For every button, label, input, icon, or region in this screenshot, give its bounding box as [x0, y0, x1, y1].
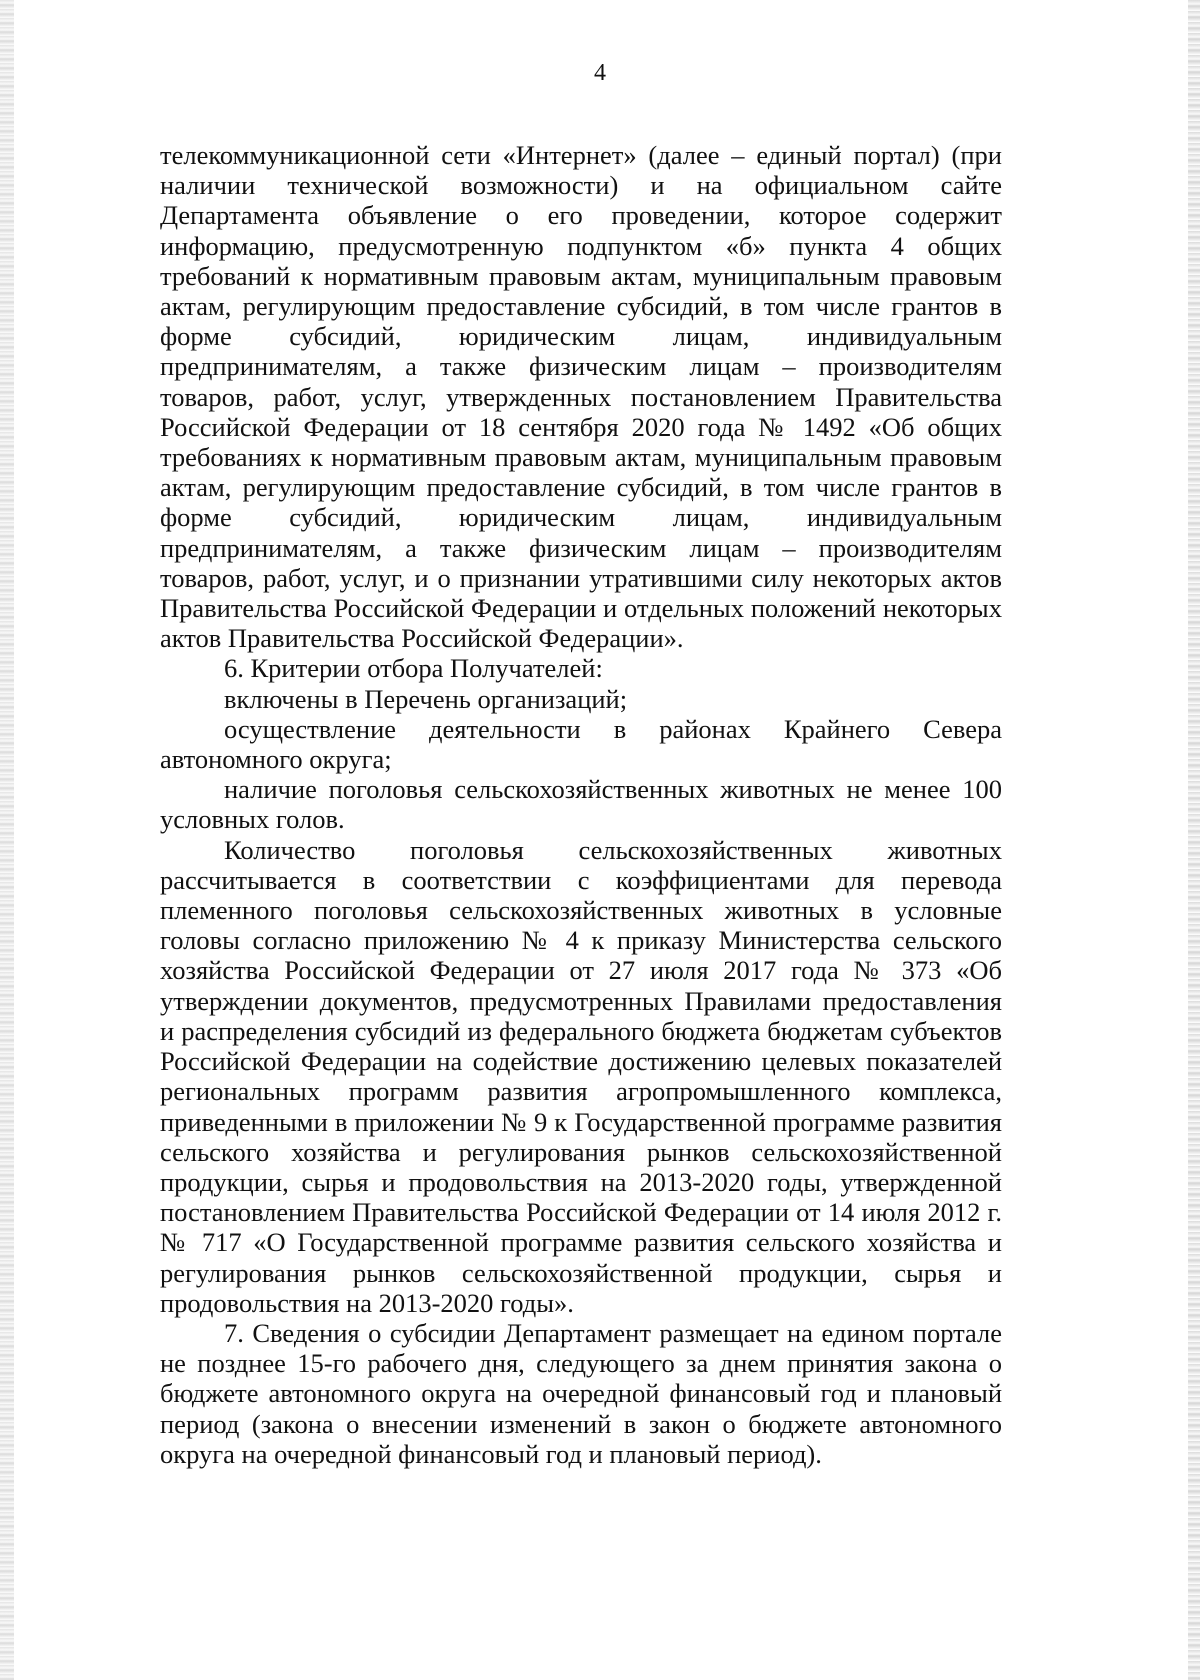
paragraph-criterion-north: осуществление деятельности в районах Крайнего Севера автономного округа;	[160, 713, 1002, 775]
paragraph-subsidy-info: 7. Сведения о субсидии Департамент размещает на едином портале не позднее 15-го рабочего дня, следующего за днем принятия закона о бюджете автономного округа на очередной финансовый год и плановый период (закона о внесении изменений в закон о бюджете автономного округа на очередной финансовый год и плановый период).	[160, 1317, 1002, 1469]
paragraph-livestock-calculation: Количество поголовья сельскохозяйственных животных рассчитывается в соответствии с коэффициентами для перевода племенного поголовья сельскохозяйственных животных в условные головы согласно приложению № 4 к приказу Министерства сельского хозяйства Российской Федерации от 27 июля 2017 года № 373 «Об утверждении документов, предусмотренных Правилами предоставления и распределения субсидий из федерального бюджета бюджетам субъектов Российской Федерации на содействие достижению целевых показателей региональных программ развития агропромышленного комплекса, приведенными в приложении № 9 к Государственной программе развития сельского хозяйства и регулирования рынков сельскохозяйственной продукции, сырья и продовольствия на 2013-2020 годы, утвержденной постановлением Правительства Российской Федерации от 14 июля 2012 г. № 717 «О Государственной программе развития сельского хозяйства и регулирования рынков сельскохозяйственной продукции, сырья и продовольствия на 2013-2020 годы».	[160, 834, 1002, 1318]
paragraph-continuation: телекоммуникационной сети «Интернет» (далее – единый портал) (при наличии технической возможности) и на официальном сайте Департамента объявление о его проведении, которое содержит информацию, предусмотренную подпунктом «б» пункта 4 общих требований к нормативным правовым актам, муниципальным правовым актам, регулирующим предоставление субсидий, в том числе грантов в форме субсидий, юридическим лицам, индивидуальным предпринимателям, а также физическим лицам – производителям товаров, работ, услуг, утвержденных постановлением Правительства Российской Федерации от 18 сентября 2020 года № 1492 «Об общих требованиях к нормативным правовым актам, муниципальным правовым актам, регулирующим предоставление субсидий, в том числе грантов в форме субсидий, юридическим лицам, индивидуальным предпринимателям, а также физическим лицам – производителям товаров, работ, услуг, и о признании утратившими силу некоторых актов Правительства Российской Федерации и отдельных положений некоторых актов Правительства Российской Федерации».	[160, 140, 1002, 654]
paragraph-criterion-list: включены в Перечень организаций;	[224, 683, 628, 714]
document-body	[160, 140, 1002, 1469]
scan-edge-right	[1188, 0, 1200, 1680]
paragraph-criteria-heading: 6. Критерии отбора Получателей:	[224, 653, 603, 684]
scan-edge-left	[0, 0, 14, 1680]
paragraph-criterion-livestock: наличие поголовья сельскохозяйственных животных не менее 100 условных голов.	[160, 774, 1002, 835]
page-number: 4	[594, 60, 606, 86]
